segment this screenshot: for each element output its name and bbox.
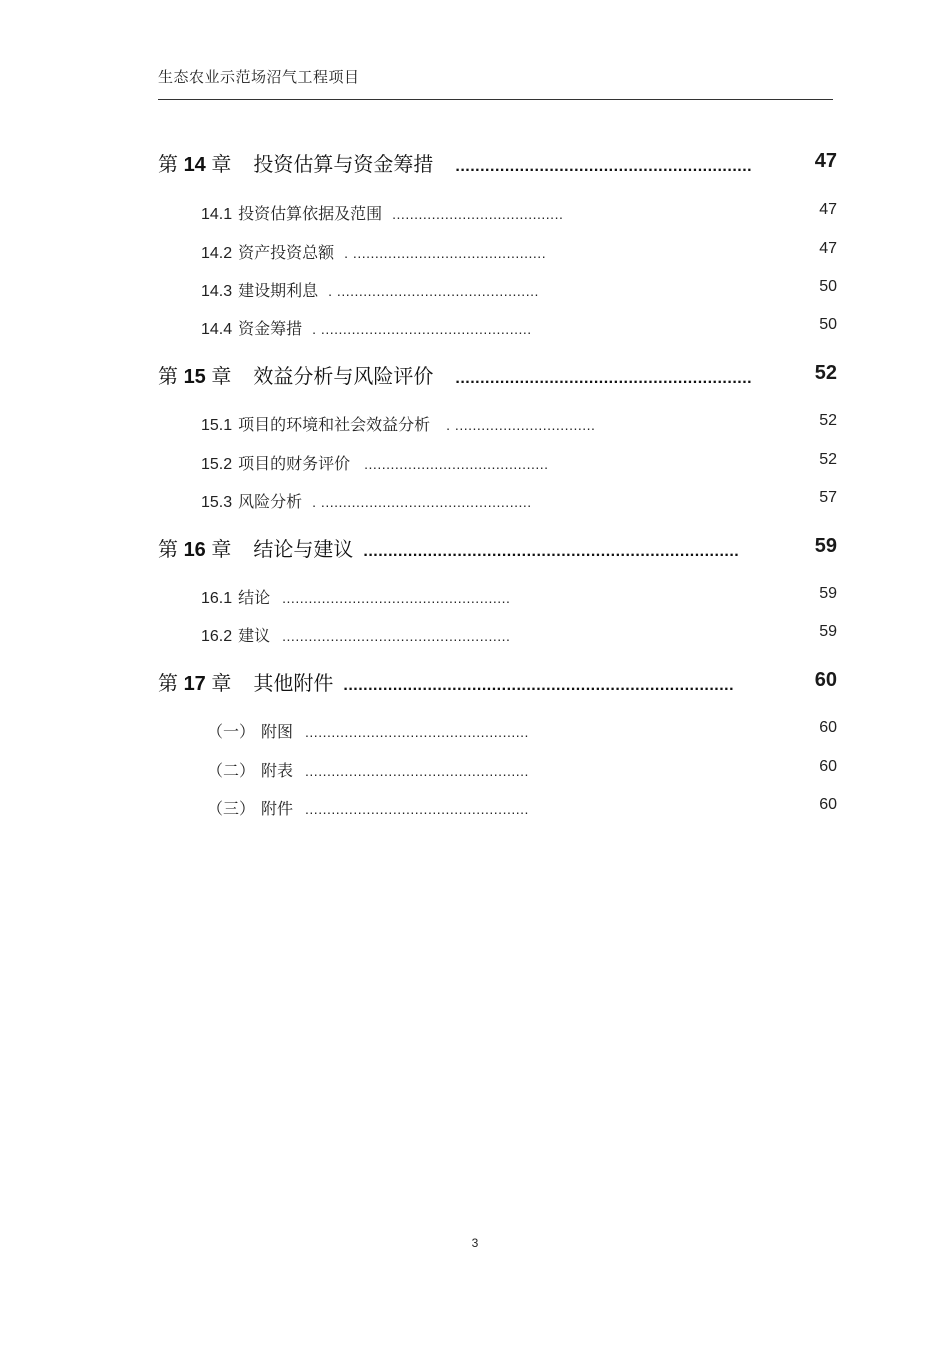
section-page-number: 50: [819, 278, 837, 295]
toc-section-16-1[interactable]: [201, 585, 544, 608]
toc-section-14-3[interactable]: [201, 278, 573, 301]
chapter-number: 第 14 章: [158, 154, 232, 176]
dot-leader: ...............................................................................: [343, 677, 735, 694]
toc-section-14-1[interactable]: [201, 201, 592, 224]
section-page-number: 57: [819, 489, 837, 506]
section-number: 16.1: [201, 590, 233, 607]
section-title: 资产投资总额: [238, 245, 335, 262]
dot-leader: ....................................................: [282, 590, 511, 606]
appendix-number: （一）: [207, 724, 256, 741]
section-page-number: 50: [819, 316, 837, 333]
toc-appendix-tables[interactable]: [207, 758, 563, 781]
toc-section-14-2[interactable]: [201, 240, 579, 263]
dot-leader: . ................................................: [312, 321, 532, 337]
section-title: 投资估算依据及范围: [238, 206, 383, 223]
appendix-title: 附图: [261, 724, 294, 741]
toc-chapter-15[interactable]: [158, 360, 810, 389]
appendix-page-number: 60: [819, 796, 837, 813]
section-page-number: 47: [819, 240, 837, 257]
section-number: 14.4: [201, 321, 233, 338]
chapter-page-number: 47: [814, 150, 837, 172]
toc-section-16-2[interactable]: [201, 623, 544, 646]
section-page-number: 59: [819, 585, 837, 602]
section-title: 建议: [238, 628, 271, 645]
header-rule: [158, 99, 833, 100]
section-title: 建设期利息: [238, 283, 319, 300]
section-number: 14.1: [201, 206, 233, 223]
dot-leader: ............................................................: [455, 370, 753, 387]
chapter-title: 结论与建议: [253, 539, 354, 561]
toc-section-15-1[interactable]: [201, 412, 626, 435]
appendix-number: （二）: [207, 763, 256, 780]
chapter-number: 第 15 章: [158, 366, 232, 388]
appendix-title: 附件: [261, 801, 294, 818]
dot-leader: ..........................................: [364, 456, 549, 472]
chapter-title: 投资估算与资金筹措: [253, 154, 434, 176]
section-number: 14.2: [201, 245, 233, 262]
dot-leader: ...................................................: [305, 801, 529, 817]
dot-leader: .......................................: [392, 206, 564, 222]
dot-leader: . ............................................: [344, 245, 547, 261]
chapter-title: 效益分析与风险评价: [253, 366, 434, 388]
toc-appendix-attachments[interactable]: [207, 796, 563, 819]
dot-leader: ...................................................: [305, 763, 529, 779]
toc-chapter-17[interactable]: [158, 667, 798, 696]
section-title: 结论: [238, 590, 271, 607]
toc-section-15-2[interactable]: [201, 451, 579, 474]
section-title: 风险分析: [238, 494, 303, 511]
toc-appendix-figures[interactable]: [207, 719, 563, 742]
dot-leader: ............................................................: [455, 158, 753, 175]
dot-leader: . ..............................................: [328, 283, 539, 299]
chapter-page-number: 60: [814, 669, 837, 691]
toc-chapter-14[interactable]: [158, 148, 810, 177]
running-header: 生态农业示范场沼气工程项目: [158, 69, 360, 86]
chapter-number: 第 17 章: [158, 673, 232, 695]
section-page-number: 47: [819, 201, 837, 218]
section-number: 15.2: [201, 456, 233, 473]
dot-leader: . ................................................: [312, 494, 532, 510]
toc-section-15-3[interactable]: [201, 489, 567, 512]
chapter-title: 其他附件: [253, 673, 334, 695]
dot-leader: . ................................: [446, 417, 596, 433]
chapter-page-number: 59: [814, 535, 837, 557]
page-number: 3: [471, 1236, 479, 1250]
toc-chapter-16[interactable]: [158, 533, 798, 562]
chapter-page-number: 52: [814, 362, 837, 384]
section-number: 14.3: [201, 283, 233, 300]
section-title: 项目的财务评价: [238, 456, 351, 473]
section-page-number: 52: [819, 412, 837, 429]
section-number: 15.1: [201, 417, 233, 434]
dot-leader: ............................................................................: [363, 543, 740, 560]
chapter-number: 第 16 章: [158, 539, 232, 561]
toc-section-14-4[interactable]: [201, 316, 567, 339]
appendix-number: （三）: [207, 801, 256, 818]
section-number: 15.3: [201, 494, 233, 511]
appendix-title: 附表: [261, 763, 294, 780]
dot-leader: ....................................................: [282, 628, 511, 644]
section-title: 项目的环境和社会效益分析: [238, 417, 431, 434]
section-number: 16.2: [201, 628, 233, 645]
appendix-page-number: 60: [819, 758, 837, 775]
dot-leader: ...................................................: [305, 724, 529, 740]
section-page-number: 52: [819, 451, 837, 468]
section-page-number: 59: [819, 623, 837, 640]
appendix-page-number: 60: [819, 719, 837, 736]
section-title: 资金筹措: [238, 321, 303, 338]
